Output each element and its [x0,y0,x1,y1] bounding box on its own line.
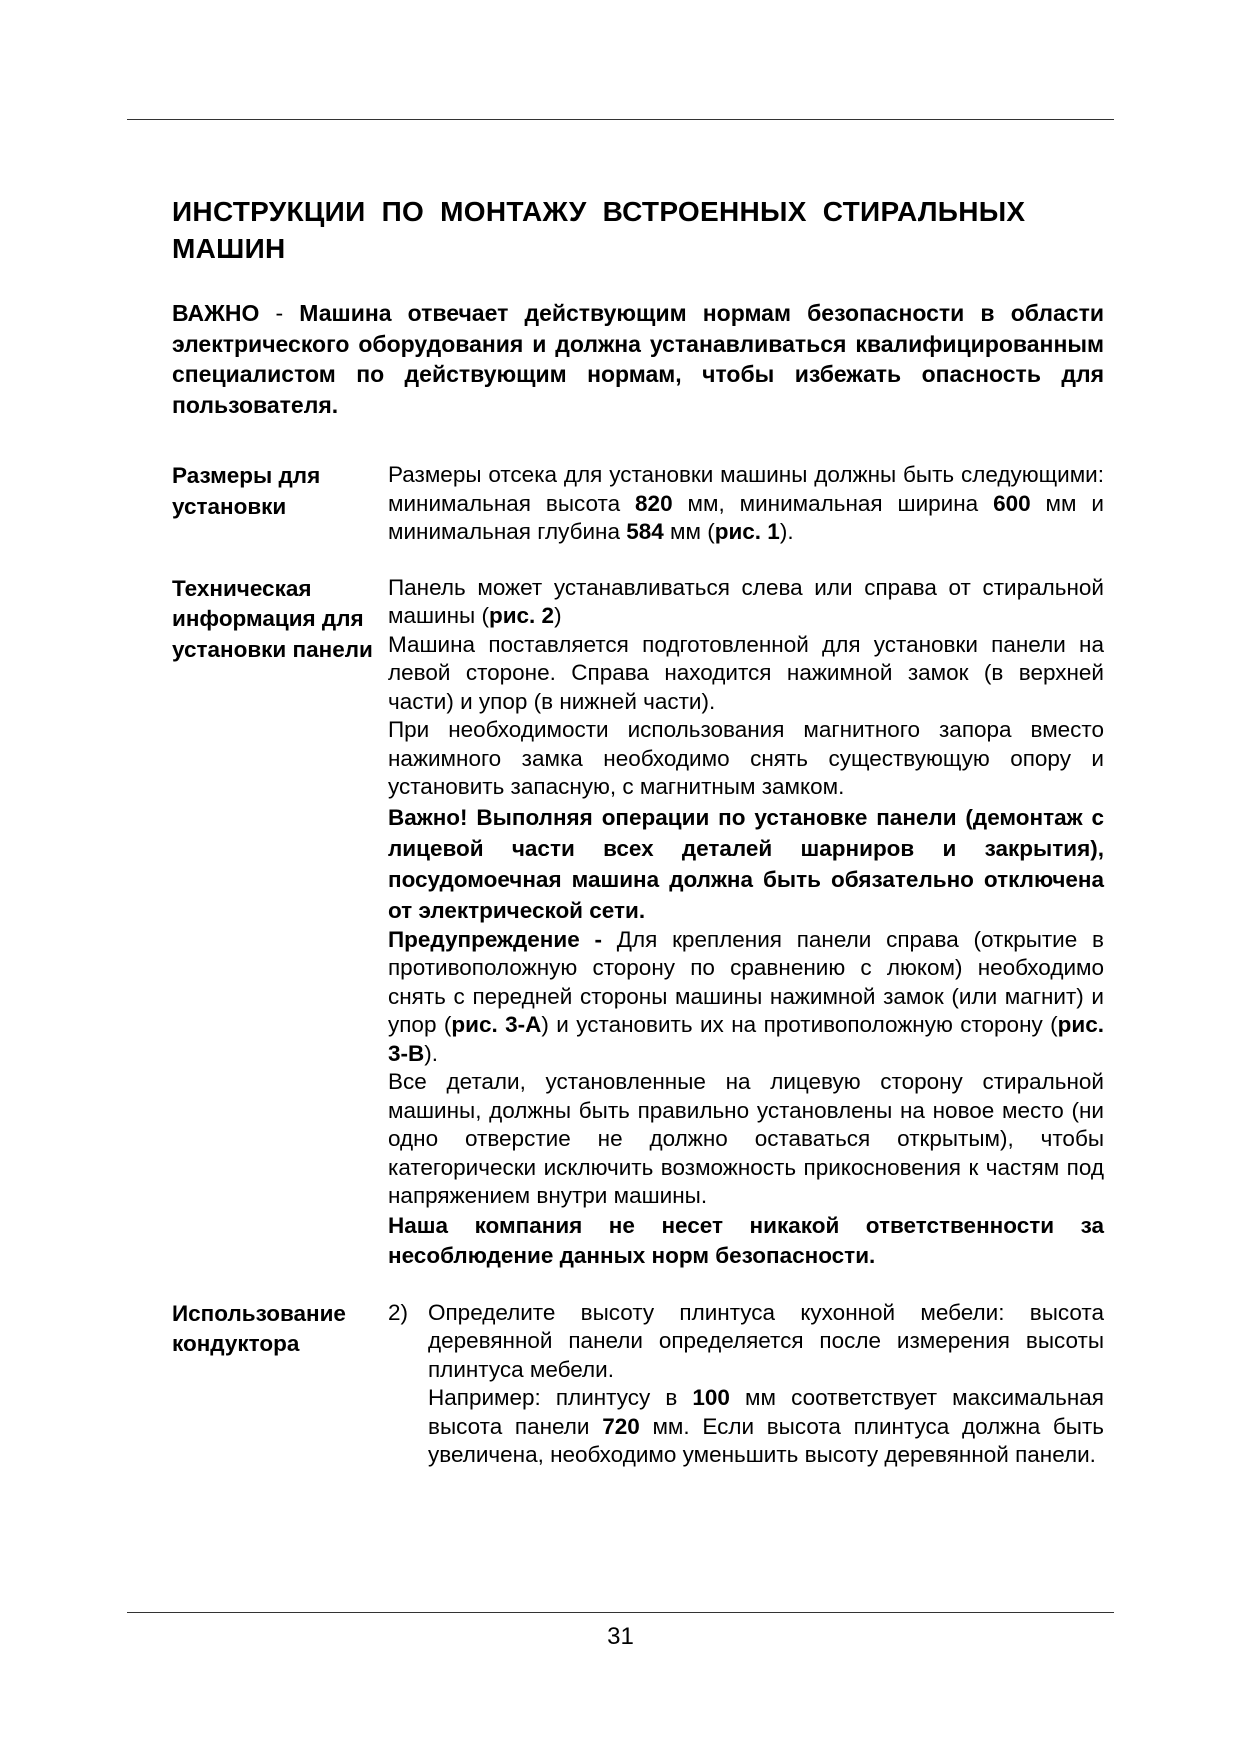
document-content [172,193,1104,1470]
title-line-2: МАШИН [172,233,286,264]
jig-text-2a: Например: плинтусу в [428,1385,693,1410]
jig-text-2b: мм соответствует максимальная высота панели [428,1385,1104,1439]
dimensions-body [388,461,1104,547]
panel-info-p4: Все детали, установленные на лицевую сторону стиральной машины, должны быть правильно установлены на новое место (ни одно отверстие не должно оставаться открытым), чтобы категорически исключить возможность прикосновения к частям под напряжением внутри машины. [388,1069,1104,1208]
dimensions-text-3: мм и минимальная глубина [388,490,1104,544]
list-number: 2) [388,1299,409,1325]
figure-ref-1: рис. 1 [714,519,780,544]
min-depth-value: 584 [626,519,664,544]
panel-info-p1-text: Панель может устанавливаться слева или справа от стиральной машины ( [388,574,1104,628]
caution-paragraph [388,926,1104,1069]
list-text [428,1299,1104,1470]
section-jig [172,1299,1104,1470]
important-label: ВАЖНО [172,300,260,326]
caution-text-1: Для крепления панели справа (открытие в противоположную сторону по сравнению с люком) необходимо снять с передней стороны машины нажимной замок (или магнит) и упор ( [388,926,1104,1037]
min-width-value: 600 [993,490,1031,516]
dimensions-label: Размеры для установки [172,463,321,519]
title-line-1: ИНСТРУКЦИИ ПО МОНТАЖУ ВСТРОЕННЫХ СТИРАЛЬНЫХ [172,196,1026,227]
panel-height-value: 720 [602,1413,640,1439]
jig-body [388,1299,1104,1470]
section-dimensions [172,461,1104,547]
caution-text-2: ) и установить их на противоположную сторону ( [541,1012,1058,1037]
panel-info-p2: Машина поставляется подготовленной для установки панели на левой стороне. Справа находится нажимной замок (в верхней части) и упор (в нижней части). [388,631,1104,714]
warning-disconnect: Важно! Выполняя операции по установке панели (демонтаж с лицевой части всех деталей шарниров и закрытия), посудомоечная машина должна быть обязательно отключена от электрической сети. [388,804,1104,923]
caution-label: Предупреждение - [388,926,602,952]
important-text: Машина отвечает действующим нормам безопасности в области электрического оборудования и должна устанавливаться квалифицированным специалистом по действующим нормам, чтобы избежать опасность для пользователя. [172,300,1104,418]
panel-info-p3: При необходимости использования магнитного запора вместо нажимного замка необходимо снять существующую опору и установить запасную, с магнитным замком. [388,717,1104,799]
figure-ref-2: рис. 2 [488,603,555,628]
important-dash: - [259,300,300,326]
panel-info-p1 [388,574,1104,631]
liability-notice: Наша компания не несет никакой ответственности за несоблюдение данных норм безопасности. [388,1212,1104,1268]
dimensions-text-4: мм ( [663,519,715,544]
min-height-value: 820 [635,490,673,516]
list-item [388,1299,1104,1470]
figure-ref-3b: рис. 3-В [388,1012,1104,1066]
dimensions-text [388,461,1104,547]
panel-info-body [388,574,1104,1271]
dimensions-text-2: мм, минимальная ширина [672,490,994,516]
footer-rule [127,1612,1114,1613]
section-panel-info [172,574,1104,1271]
dimensions-text-1: Размеры отсека для установки машины должны быть следующими: минимальная высота [388,462,1104,516]
jig-text-2c: мм. Если высота плинтуса должна быть увеличена, необходимо уменьшить высоту деревянной панели. [428,1413,1104,1467]
jig-text-1: Определите высоту плинтуса кухонной мебели: высота деревянной панели определяется после измерения высоты плинтуса мебели. [428,1299,1104,1382]
page-number: 31 [607,1623,634,1650]
page-title [172,193,1107,267]
figure-ref-3a: рис. 3-А [451,1012,542,1037]
plinth-height-value: 100 [692,1385,730,1410]
jig-text-2 [428,1384,1104,1470]
important-notice [172,298,1104,420]
header-rule [127,119,1114,120]
panel-info-label: Техническая информация для установки панели [172,575,373,662]
panel-info-p1-end: ) [554,603,562,628]
dimensions-text-5: ). [779,519,794,544]
caution-text-3: ). [424,1040,439,1066]
jig-label: Использование кондуктора [172,1300,346,1356]
